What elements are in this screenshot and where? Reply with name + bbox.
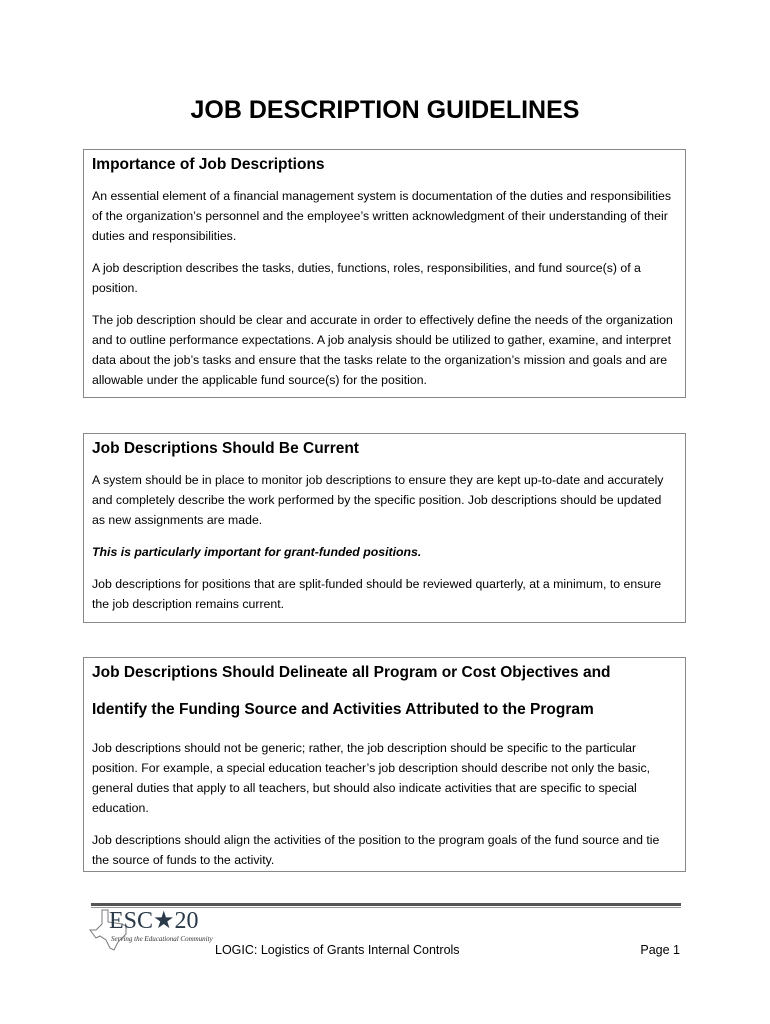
page-number: Page 1: [640, 943, 680, 957]
page-title: JOB DESCRIPTION GUIDELINES: [190, 96, 580, 124]
paragraph: Job descriptions should not be generic; rather, the job description should be specific to the particular position. For example, a special education teacher’s job description should describe not only the basic, general duties that apply to all teachers, but should also indicate activities that are specific to special education.: [92, 741, 651, 815]
paragraph: An essential element of a financial management system is documentation of the duties and responsibilities of the organization’s personnel and the employee’s written acknowledgment of their understanding of their duties and responsibilities.: [92, 189, 671, 243]
section-importance: [83, 149, 686, 398]
esc20-logo: [88, 908, 228, 952]
logo-text: ESC★20: [109, 908, 199, 934]
logo-tagline: Serving the Educational Community: [111, 935, 213, 943]
section-delineate: [83, 657, 686, 872]
paragraph: A job description describes the tasks, duties, functions, roles, responsibilities, and fund source(s) of a position.: [92, 261, 641, 295]
section-heading: Job Descriptions Should Be Current: [92, 440, 359, 457]
section-current: [83, 433, 686, 623]
paragraph: Job descriptions for positions that are split-funded should be reviewed quarterly, at a minimum, to ensure the job description remains current.: [92, 577, 662, 611]
paragraph: Job descriptions should align the activities of the position to the program goals of the fund source and tie the source of funds to the activity.: [92, 833, 660, 867]
section-heading: Job Descriptions Should Delineate all Program or Cost Objectives and: [92, 664, 611, 681]
footer-text: LOGIC: Logistics of Grants Internal Controls: [215, 943, 460, 957]
emphasis-paragraph: This is particularly important for grant-funded positions.: [92, 545, 422, 559]
paragraph: A system should be in place to monitor job descriptions to ensure they are kept up-to-date and accurately and completely describe the work performed by the specific position. Job descriptions should be updated as new assignments are made.: [92, 473, 664, 527]
paragraph: The job description should be clear and accurate in order to effectively define the needs of the organization and to outline performance expectations. A job analysis should be utilized to gather, examine, and interpret data about the job’s tasks and ensure that the tasks relate to the organization’s mission and goals and are allowable under the applicable fund source(s) for the position.: [92, 313, 673, 387]
section-subheading: Identify the Funding Source and Activities Attributed to the Program: [92, 701, 594, 718]
section-heading: Importance of Job Descriptions: [92, 156, 325, 173]
